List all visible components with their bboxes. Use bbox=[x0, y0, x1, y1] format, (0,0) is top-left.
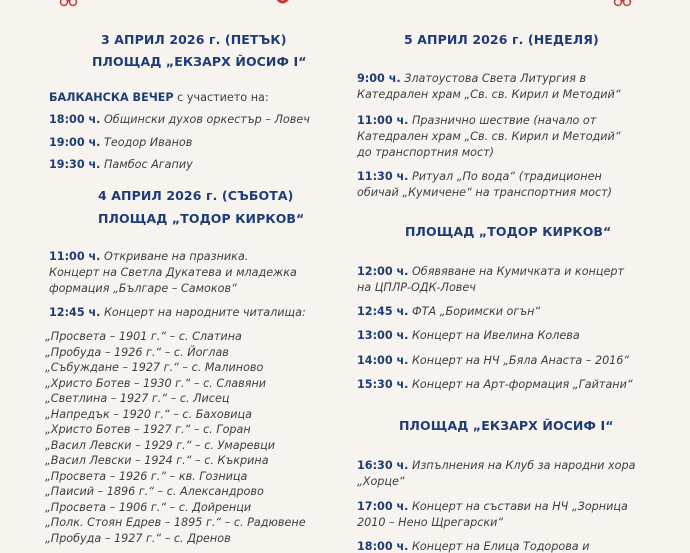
schedule-item-continued: „Хорце“ bbox=[357, 475, 405, 488]
day3-date-heading: 5 АПРИЛ 2026 г. (НЕДЕЛЯ) bbox=[404, 32, 599, 47]
list-item: „Пробуда – 1927 г.“ – с. Дренов bbox=[45, 531, 231, 545]
list-item: „Пробуда – 1926 г.“ – с. Йоглав bbox=[45, 345, 229, 359]
schedule-item: 17:00 ч. Концерт на състави на НЧ „Зорница bbox=[357, 500, 628, 513]
schedule-item: 18:00 ч. Концерт на Елица Тодорова и bbox=[357, 540, 590, 553]
day1-place-heading: ПЛОЩАД „ЕКЗАРХ ЙОСИФ I“ bbox=[92, 54, 307, 69]
folk-ornament-right-icon bbox=[612, 0, 634, 10]
schedule-item-continued: на ЦПЛР-ОДК-Ловеч bbox=[357, 281, 476, 294]
schedule-item: 18:00 ч. Общински духов оркестър – Ловеч bbox=[49, 113, 310, 126]
day1-date-heading: 3 АПРИЛ 2026 г. (ПЕТЪК) bbox=[101, 32, 287, 47]
schedule-item-continued: Катедрален храм „Св. св. Кирил и Методий“ bbox=[357, 88, 621, 101]
place2-heading: ПЛОЩАД „ЕКЗАРХ ЙОСИФ I“ bbox=[399, 418, 614, 433]
schedule-item: 19:30 ч. Памбос Агапиу bbox=[49, 158, 193, 171]
day2-date-heading: 4 АПРИЛ 2026 г. (СЪБОТА) bbox=[98, 188, 294, 203]
schedule-item: 13:00 ч. Концерт на Ивелина Колева bbox=[357, 329, 580, 342]
list-item: „Просвета – 1906 г.“ – с. Дойренци bbox=[45, 500, 252, 514]
schedule-item: 12:00 ч. Обявяване на Кумичката и концерт bbox=[357, 265, 624, 278]
schedule-item: 12:45 ч. Концерт на народните читалища: bbox=[49, 306, 306, 319]
list-item: „Христо Ботев – 1927 г.“ – с. Горан bbox=[45, 423, 251, 436]
list-item: „Христо Ботев – 1930 г.“ – с. Славяни bbox=[45, 376, 267, 390]
schedule-item-continued: 2010 – Нено Щрегарски“ bbox=[357, 516, 504, 529]
list-item: „Светлина – 1927 г.“ – с. Лисец bbox=[45, 392, 230, 405]
schedule-item: 14:00 ч. Концерт на НЧ „Бяла Анаста – 2016“ bbox=[357, 354, 630, 367]
schedule-item: 11:00 ч. Откриване на празника. bbox=[49, 250, 249, 263]
list-item: „Паисий – 1896 г.“ – с. Александрово bbox=[45, 485, 264, 498]
schedule-item-continued: до транспортния мост) bbox=[357, 146, 495, 159]
schedule-item-continued: Катедрален храм „Св. св. Кирил и Методий“ bbox=[357, 130, 621, 143]
day2-place-heading: ПЛОЩАД „ТОДОР КИРКОВ“ bbox=[98, 211, 305, 226]
schedule-item: 15:30 ч. Концерт на Арт-формация „Гайтани“ bbox=[357, 378, 633, 391]
list-item: „Васил Левски – 1924 г.“ – с. Къкрина bbox=[45, 454, 269, 467]
folk-ornament-left-icon bbox=[58, 0, 80, 10]
schedule-item-continued: Концерт на Светла Дукатева и младежка bbox=[49, 266, 297, 279]
schedule-item: 11:00 ч. Празнично шествие (начало от bbox=[357, 114, 597, 127]
brush-stroke-decoration bbox=[268, 0, 308, 8]
list-item: „Събуждане – 1927 г.“ – с. Малиново bbox=[45, 361, 264, 374]
schedule-item: 12:45 ч. ФТА „Боримски огън“ bbox=[357, 305, 541, 318]
list-item: „Напредък – 1920 г.“ – с. Баховица bbox=[45, 407, 253, 421]
schedule-item: 19:00 ч. Теодор Иванов bbox=[49, 136, 193, 149]
schedule-item: 16:30 ч. Изпълнения на Клуб за народни хора bbox=[357, 459, 636, 472]
list-item: „Просвета – 1926 г.“ – кв. Гозница bbox=[45, 469, 248, 483]
schedule-item: 9:00 ч. Златоустова Света Литургия в bbox=[357, 72, 587, 85]
schedule-item-continued: формация „Българе – Самоков“ bbox=[49, 282, 237, 295]
list-item: „Васил Левски – 1929 г.“ – с. Умаревци bbox=[45, 438, 276, 452]
schedule-item: 11:30 ч. Ритуал „По вода“ (традиционен bbox=[357, 170, 602, 183]
list-item: „Просвета – 1901 г.“ – с. Слатина bbox=[45, 330, 242, 343]
schedule-item-continued: обичай „Кумичене“ на транспортния мост) bbox=[357, 186, 613, 199]
balkan-evening-line: БАЛКАНСКА ВЕЧЕР с участието на: bbox=[49, 91, 269, 104]
place1-heading: ПЛОЩАД „ТОДОР КИРКОВ“ bbox=[405, 224, 612, 239]
list-item: „Полк. Стоян Едрев – 1895 г.“ – с. Радювене bbox=[45, 516, 306, 529]
